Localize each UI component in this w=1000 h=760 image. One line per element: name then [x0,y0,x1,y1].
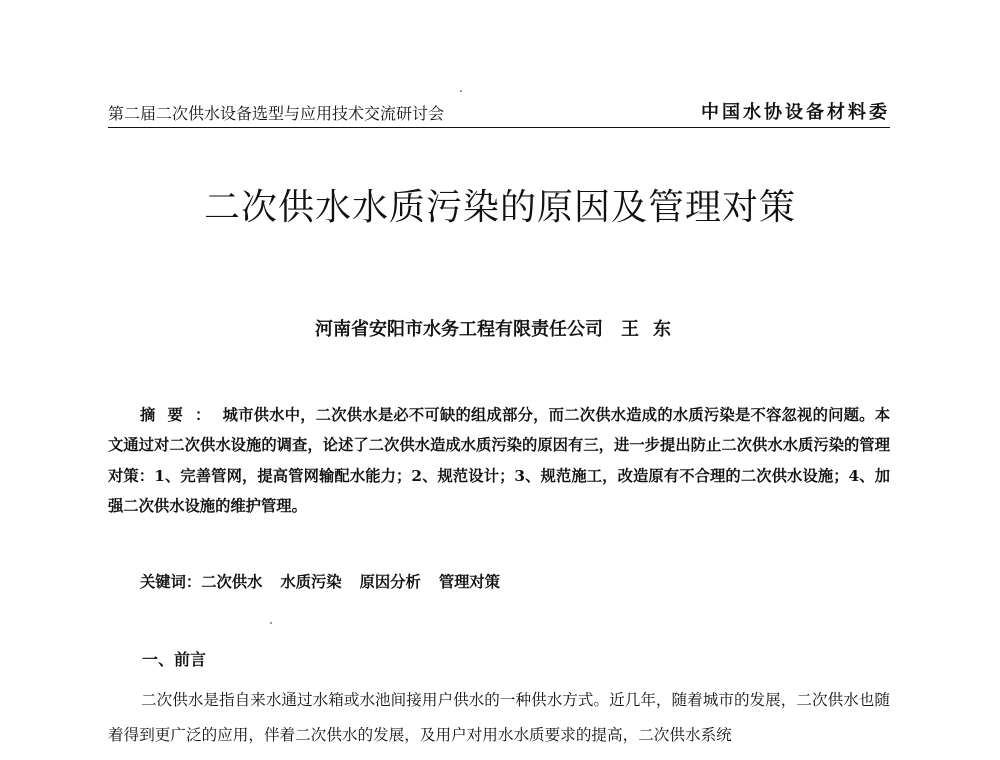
header-organization: 中国水协设备材料委 [701,102,890,123]
keyword: 管理对策 [438,573,501,591]
section-heading: 一、前言 [142,650,207,669]
scan-speck [460,90,462,92]
keyword: 水质污染 [280,573,342,591]
keyword: 原因分析 [359,573,421,591]
running-header [108,103,890,128]
keywords [140,568,518,596]
keywords-label: 关键词： [140,573,202,591]
abstract-text: 城市供水中，二次供水是必不可缺的组成部分，而二次供水造成的水质污染是不容忽视的问题。本文通过对二次供水设施的调查，论述了二次供水造成水质污染的原因有三，进一步提出防止二次供水水质污染的管理对策：1、完善管网，提高管网输配水能力；2、规范设计；3、规范施工，改造原有不合理的二次供水设施；4、加强二次供水设施的维护管理。 [108,406,890,515]
keyword: 二次供水 [201,573,263,591]
abstract-label: 摘要： [140,406,223,424]
body-paragraph: 二次供水是指自来水通过水箱或水池间接用户供水的一种供水方式。近几年，随着城市的发展，二次供水也随着得到更广泛的应用，伴着二次供水的发展，及用户对用水水质要求的提高，二次供水系统 [108,691,890,744]
paper-title: 二次供水水质污染的原因及管理对策 [203,187,796,228]
abstract [108,400,890,521]
author-affiliation: 河南省安阳市水务工程有限责任公司 [315,319,603,340]
author-name: 王东 [621,319,685,340]
author-line [0,317,1000,343]
header-conference-name: 第二届二次供水设备选型与应用技术交流研讨会 [108,104,445,123]
scan-speck [270,622,272,624]
